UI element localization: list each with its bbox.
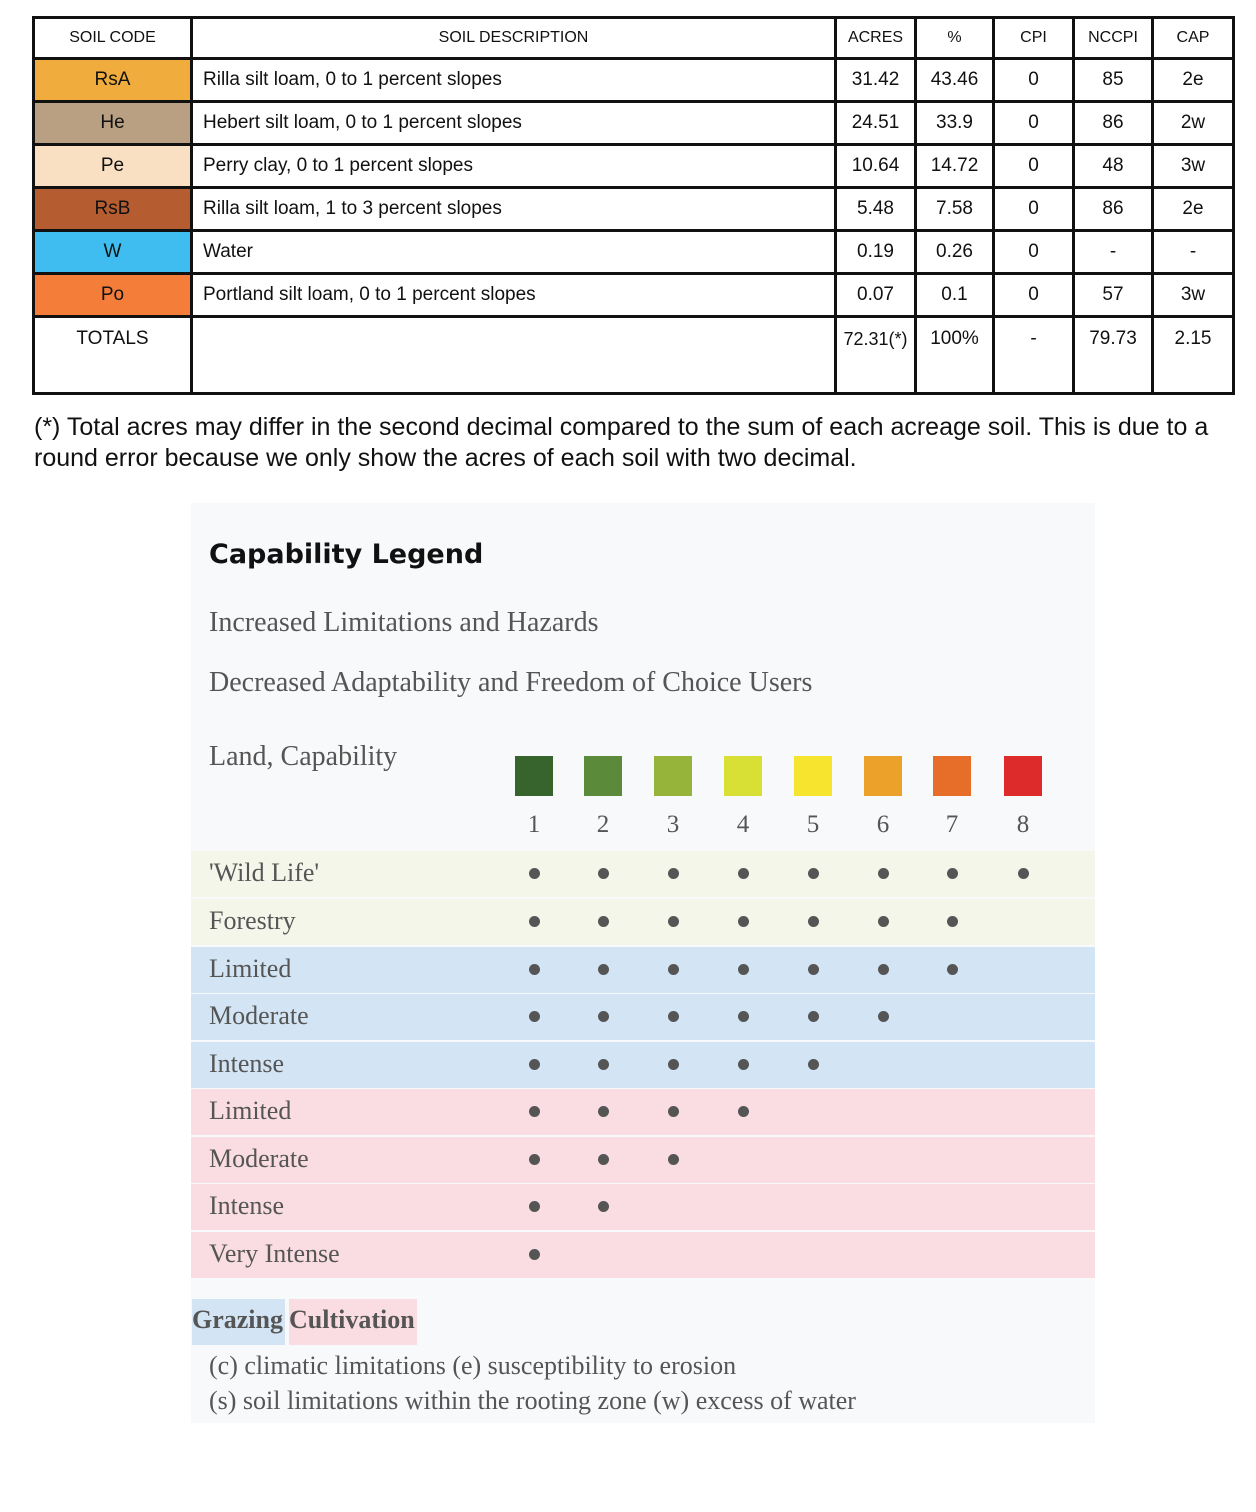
cap-cell: -	[1153, 231, 1234, 274]
grazing-key: Grazing	[192, 1299, 285, 1345]
totals-row	[34, 317, 1234, 394]
header-nccpi: NCCPI	[1074, 18, 1153, 59]
class-2-swatch	[584, 756, 622, 796]
header-acres: ACRES	[836, 18, 916, 59]
nccpi-cell: 86	[1074, 102, 1153, 145]
table-header-row	[34, 18, 1234, 59]
suitability-dot	[598, 964, 609, 975]
class-number: 3	[666, 811, 680, 838]
use-row-grazing	[191, 1042, 1095, 1088]
soil-description-cell: Hebert silt loam, 0 to 1 percent slopes	[192, 102, 836, 145]
cap-cell: 3w	[1153, 145, 1234, 188]
suitability-dot	[947, 916, 958, 927]
totals-description	[192, 317, 836, 394]
soil-description-cell: Perry clay, 0 to 1 percent slopes	[192, 145, 836, 188]
suitability-dot	[1018, 868, 1029, 879]
class-3-swatch	[654, 756, 692, 796]
cpi-cell: 0	[994, 188, 1074, 231]
suitability-dot	[529, 1249, 540, 1260]
totals-percent: 100%	[916, 317, 994, 394]
suitability-dot	[668, 916, 679, 927]
suitability-dot	[738, 1059, 749, 1070]
class-1-swatch	[515, 756, 553, 796]
table-row	[34, 102, 1234, 145]
class-5-swatch	[794, 756, 832, 796]
class-number: 7	[945, 811, 959, 838]
header-cpi: CPI	[994, 18, 1074, 59]
use-label: Intense	[209, 1049, 285, 1078]
suitability-dot	[947, 964, 958, 975]
acres-cell: 0.07	[836, 274, 916, 317]
acres-cell: 10.64	[836, 145, 916, 188]
class-number: 6	[876, 811, 890, 838]
limitation-notes-line: (s) soil limitations within the rooting zone (w) excess of water	[209, 1386, 856, 1415]
suitability-dot	[878, 1011, 889, 1022]
use-label: Intense	[209, 1191, 285, 1220]
cpi-cell: 0	[994, 231, 1074, 274]
suitability-dot	[529, 964, 540, 975]
use-label: Moderate	[209, 1144, 309, 1173]
suitability-dot	[529, 1011, 540, 1022]
header-cap: CAP	[1153, 18, 1234, 59]
suitability-dot	[598, 868, 609, 879]
use-row-cultivation	[191, 1089, 1095, 1135]
suitability-dot	[738, 868, 749, 879]
cap-cell: 3w	[1153, 274, 1234, 317]
cpi-cell: 0	[994, 59, 1074, 102]
cap-cell: 2e	[1153, 59, 1234, 102]
acres-cell: 0.19	[836, 231, 916, 274]
suitability-dot	[668, 1106, 679, 1117]
suitability-dot	[598, 1154, 609, 1165]
cap-cell: 2e	[1153, 188, 1234, 231]
class-number: 8	[1016, 811, 1030, 838]
land-capability-label: Land, Capability	[209, 741, 398, 772]
use-row-cultivation	[191, 1137, 1095, 1183]
class-6-swatch	[864, 756, 902, 796]
table-row	[34, 274, 1234, 317]
cpi-cell: 0	[994, 102, 1074, 145]
legend-title: Capability Legend	[209, 539, 484, 570]
suitability-dot	[738, 916, 749, 927]
increased-limitations-text: Increased Limitations and Hazards	[209, 607, 599, 638]
class-number: 4	[736, 811, 750, 838]
suitability-dot	[529, 868, 540, 879]
cpi-cell: 0	[994, 274, 1074, 317]
soil-description-cell: Rilla silt loam, 1 to 3 percent slopes	[192, 188, 836, 231]
cap-cell: 2w	[1153, 102, 1234, 145]
cultivation-key: Cultivation	[289, 1299, 417, 1345]
table-row	[34, 145, 1234, 188]
suitability-dot	[529, 1106, 540, 1117]
acreage-footnote: (*) Total acres may differ in the second decimal compared to the sum of each acreage soil. This is due to a round error because we only show the acres of each soil with two decimal.	[34, 413, 1209, 472]
table-row	[34, 59, 1234, 102]
table-row	[34, 231, 1234, 274]
nccpi-cell: -	[1074, 231, 1153, 274]
suitability-dot	[529, 1154, 540, 1165]
suitability-dot	[808, 868, 819, 879]
class-number: 5	[806, 811, 820, 838]
suitability-dot	[668, 868, 679, 879]
suitability-dot	[668, 1011, 679, 1022]
use-label: Very Intense	[209, 1239, 340, 1268]
suitability-dot	[738, 1011, 749, 1022]
totals-cpi: -	[994, 317, 1074, 394]
suitability-dot	[878, 916, 889, 927]
percent-cell: 14.72	[916, 145, 994, 188]
suitability-dot	[598, 1059, 609, 1070]
percent-cell: 0.26	[916, 231, 994, 274]
table-row	[34, 188, 1234, 231]
suitability-dot	[668, 964, 679, 975]
soil-description-cell: Rilla silt loam, 0 to 1 percent slopes	[192, 59, 836, 102]
acres-cell: 24.51	[836, 102, 916, 145]
class-7-swatch	[933, 756, 971, 796]
nccpi-cell: 86	[1074, 188, 1153, 231]
soil-description-cell: Water	[192, 231, 836, 274]
soil-code-cell: W	[34, 231, 192, 274]
totals-cap: 2.15	[1153, 317, 1234, 394]
nccpi-cell: 85	[1074, 59, 1153, 102]
suitability-dot	[808, 1011, 819, 1022]
header-soil-code: SOIL CODE	[34, 18, 192, 59]
suitability-dot	[598, 1201, 609, 1212]
suitability-dot	[808, 1059, 819, 1070]
soil-code-cell: RsB	[34, 188, 192, 231]
use-label: Limited	[209, 1096, 292, 1125]
suitability-dot	[668, 1154, 679, 1165]
soil-description-cell: Portland silt loam, 0 to 1 percent slopes	[192, 274, 836, 317]
class-number: 1	[527, 811, 541, 838]
acres-cell: 5.48	[836, 188, 916, 231]
decreased-adaptability-text: Decreased Adaptability and Freedom of Choice Users	[209, 667, 813, 698]
suitability-dot	[808, 916, 819, 927]
nccpi-cell: 57	[1074, 274, 1153, 317]
suitability-dot	[738, 1106, 749, 1117]
nccpi-cell: 48	[1074, 145, 1153, 188]
class-4-swatch	[724, 756, 762, 796]
soil-table	[32, 16, 1235, 395]
use-row-wild	[191, 851, 1095, 897]
totals-label: TOTALS	[34, 317, 192, 394]
suitability-dot	[598, 1011, 609, 1022]
soil-code-cell: Po	[34, 274, 192, 317]
suitability-dot	[529, 1201, 540, 1212]
use-label: Moderate	[209, 1001, 309, 1030]
soil-code-cell: He	[34, 102, 192, 145]
capability-legend	[191, 503, 1095, 1423]
use-row-grazing	[191, 994, 1095, 1040]
suitability-dot	[878, 964, 889, 975]
suitability-dot	[529, 1059, 540, 1070]
suitability-dot	[598, 916, 609, 927]
header-soil-description: SOIL DESCRIPTION	[192, 18, 836, 59]
soil-code-cell: Pe	[34, 145, 192, 188]
percent-cell: 7.58	[916, 188, 994, 231]
use-label: 'Wild Life'	[209, 858, 320, 887]
use-row-cultivation	[191, 1232, 1095, 1278]
class-number: 2	[596, 811, 610, 838]
use-label: Limited	[209, 954, 292, 983]
use-row-grazing	[191, 947, 1095, 993]
cpi-cell: 0	[994, 145, 1074, 188]
header-percent: %	[916, 18, 994, 59]
suitability-dot	[598, 1106, 609, 1117]
suitability-dot	[738, 964, 749, 975]
totals-acres: 72.31(*)	[836, 317, 916, 394]
suitability-dot	[529, 916, 540, 927]
acres-cell: 31.42	[836, 59, 916, 102]
use-label: Forestry	[209, 906, 296, 935]
percent-cell: 43.46	[916, 59, 994, 102]
suitability-dot	[878, 868, 889, 879]
suitability-dot	[668, 1059, 679, 1070]
soil-code-cell: RsA	[34, 59, 192, 102]
class-8-swatch	[1004, 756, 1042, 796]
use-row-cultivation	[191, 1184, 1095, 1230]
percent-cell: 33.9	[916, 102, 994, 145]
totals-nccpi: 79.73	[1074, 317, 1153, 394]
percent-cell: 0.1	[916, 274, 994, 317]
limitation-notes-line: (c) climatic limitations (e) susceptibility to erosion	[209, 1351, 737, 1380]
suitability-dot	[947, 868, 958, 879]
suitability-dot	[808, 964, 819, 975]
use-row-wild	[191, 899, 1095, 945]
